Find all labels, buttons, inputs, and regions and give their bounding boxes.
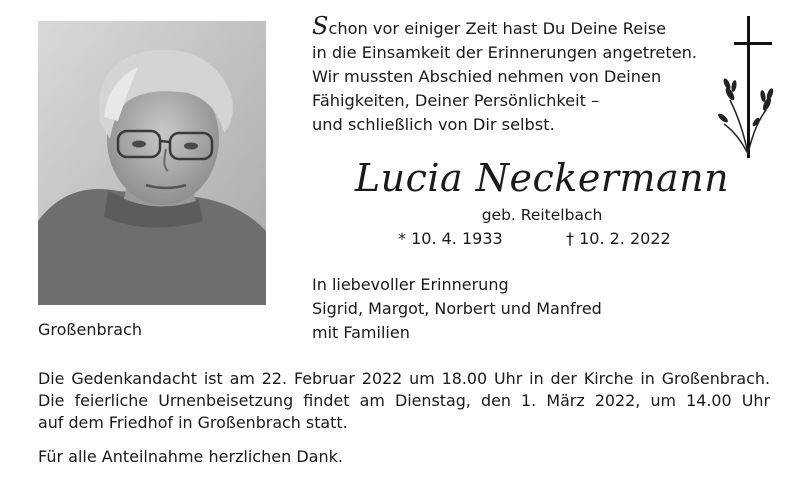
deceased-name: Lucia Neckermann [354,156,730,200]
poem-line: in die Einsamkeit der Erinnerungen angetreten. [312,43,698,62]
poem-line: Fähigkeiten, Deiner Persönlichkeit – [312,91,600,110]
poem-line: Wir mussten Abschied nehmen von Deinen [312,67,662,86]
cross-with-wheat-icon [718,14,780,160]
mourners-names: Sigrid, Margot, Norbert und Manfred [312,299,602,318]
memorial-poem [312,14,732,137]
service-line: auf dem Friedhof in Großenbrach statt. [38,413,348,432]
mourners [312,273,602,345]
death-date: † 10. 2. 2022 [566,229,671,248]
birth-date: * 10. 4. 1933 [398,229,503,248]
poem-dropcap: S [312,12,329,40]
place-of-residence: Großenbrach [38,320,142,339]
poem-line: und schließlich von Dir selbst. [312,115,555,134]
portrait-photo [38,21,266,305]
portrait-icon [38,21,266,305]
thanks-text: Für alle Anteilnahme herzlichen Dank. [38,447,343,466]
mourners-intro: In liebevoller Erinnerung [312,275,509,294]
mourners-families: mit Familien [312,323,410,342]
poem-line [312,14,732,41]
service-details [38,368,770,434]
service-line: Die Gedenkandacht ist am 22. Februar 2022 um 18.00 Uhr in der Kirche in Großenbrach. [38,369,770,388]
service-line: Die feierliche Urnenbeisetzung findet am Dienstag, den 1. März 2022, um 14.00 Uhr [38,391,770,410]
poem-first-line: chon vor einiger Zeit hast Du Deine Reise [328,19,667,38]
birth-name: geb. Reitelbach [481,206,603,224]
